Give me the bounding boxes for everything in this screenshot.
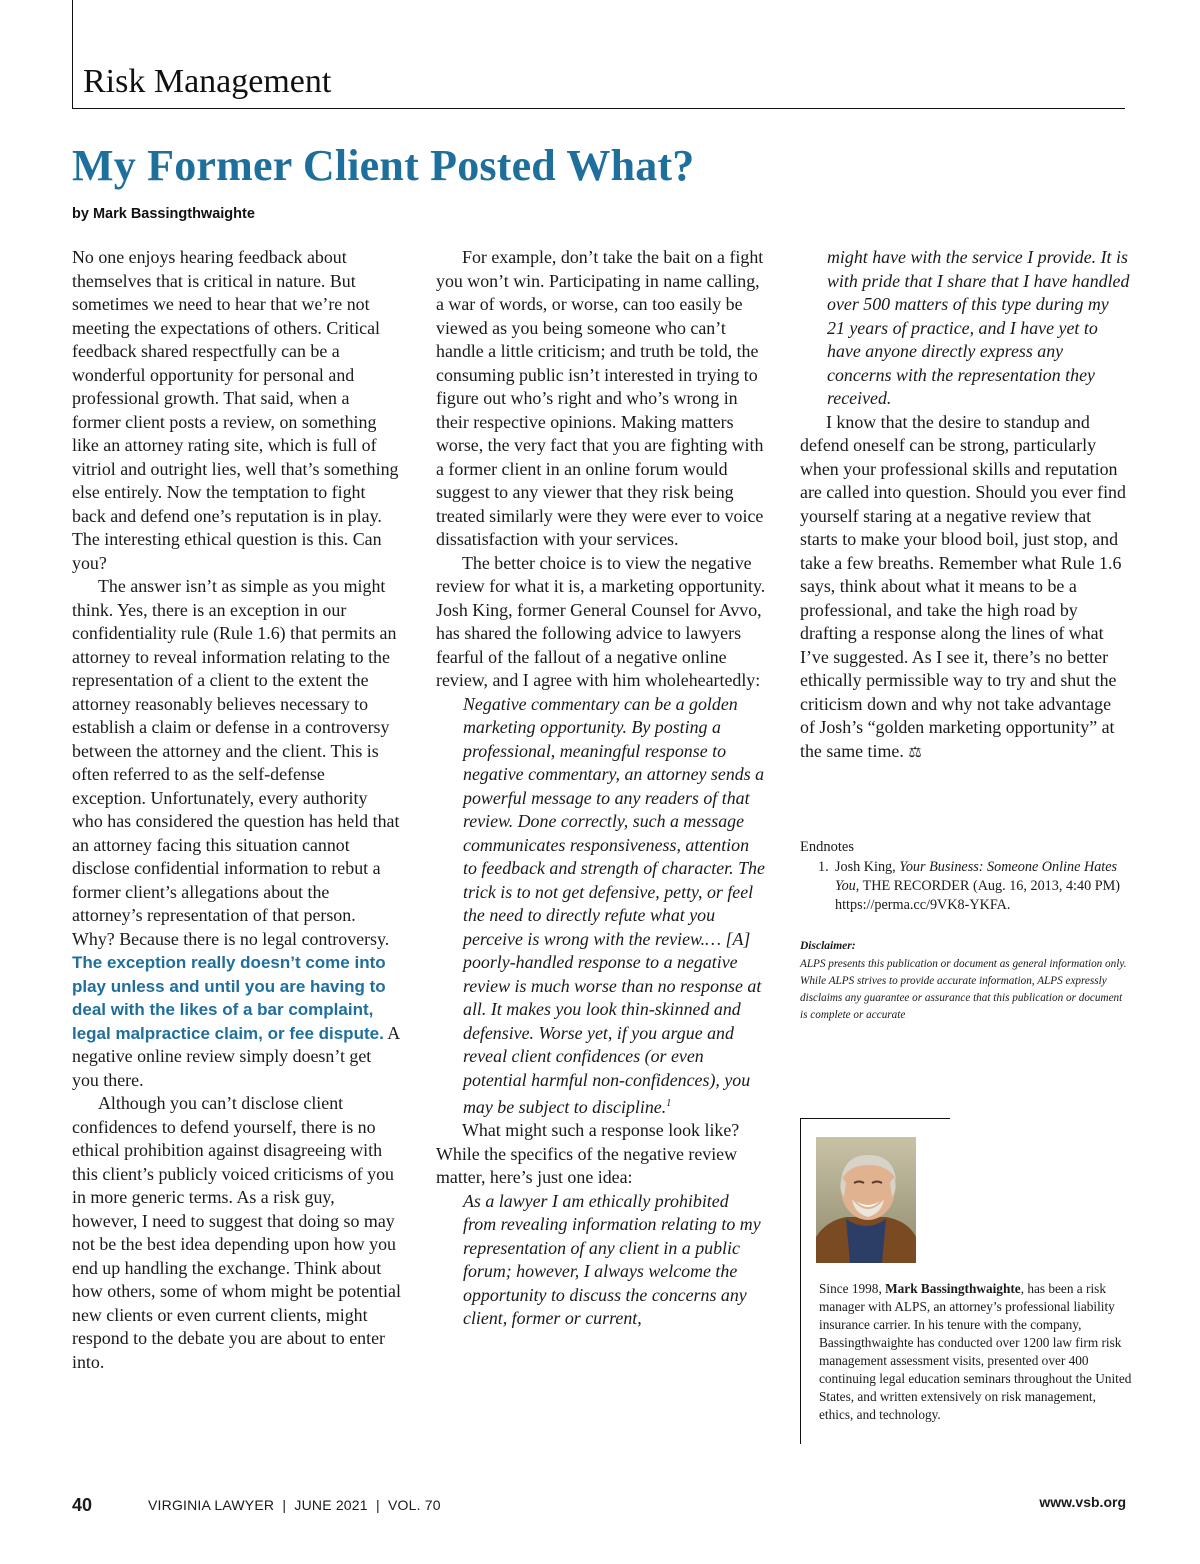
- website-link[interactable]: www.vsb.org: [1039, 1494, 1126, 1510]
- paragraph: No one enjoys hearing feedback about themselves that is critical in nature. But sometimes we need to hear that we’re not meeting the expectations of others. Critical feedback shared respectfully can be a wonderful opportunity for personal and professional growth. That said, when a former client posts a review, on something like an attorney rating site, which is full of vitriol and outright lies, well that’s something else entirely. Now the temptation to fight back and defend one’s reputation is in play. The interesting ethical question is this. Can you?: [72, 247, 399, 573]
- paragraph: The better choice is to view the negative review for what it is, a marketing opportunity. Josh King, former General Counsel for Avvo, has shared the following advice to lawyers fearful of the fallout of a negative online review, and I agree with him wholeheartedly:: [436, 552, 766, 690]
- endnote-article-title: Your Business: Someone Online Hates You: [835, 859, 1118, 894]
- section-rule-vertical: [72, 0, 73, 108]
- endnote-number: 1.: [818, 859, 829, 875]
- paragraph: Although you can’t disclose client confidences to defend yourself, there is no ethical prohibition against disagreeing with this client’s publicly voiced criticisms of you in more generic terms. As a risk guy, however, I need to suggest that doing so may not be the best idea depending upon how you end up handling the exchange. Think about how others, some of whom might be potential new clients or even current clients, might respond to the debate you are about to enter into.: [72, 1093, 401, 1372]
- author-portrait-icon: [816, 1137, 916, 1263]
- page-number: 40: [72, 1495, 93, 1515]
- bio-rule-vertical: [800, 1118, 801, 1444]
- footnote-ref[interactable]: 1: [666, 1098, 672, 1109]
- column-3: [800, 246, 1130, 765]
- block-quote-continued: might have with the service I provide. It is with pride that I share that I have handled over 500 matters of this type during my 21 years of practice, and I have yet to have anyone directly express any concerns with the representation they received.: [827, 247, 1130, 408]
- column-2: [436, 246, 766, 1331]
- paragraph-text: A negative online review simply doesn’t get you there.: [72, 1022, 400, 1090]
- paragraph: What might such a response look like? While the specifics of the negative review matter, here’s just one idea:: [436, 1120, 740, 1188]
- byline: by Mark Bassingthwaighte: [72, 206, 255, 222]
- paragraph: [800, 411, 1130, 766]
- article-title: My Former Client Posted What?: [72, 141, 695, 190]
- section-rule-horizontal: [72, 108, 1125, 109]
- author-name: Mark Bassingthwaighte: [885, 1281, 1021, 1296]
- pull-quote-highlight: The exception really doesn’t come into play unless and until you are having to deal with the likes of a bar complaint, legal malpractice claim, or fee dispute.: [72, 953, 386, 1043]
- bio-text: , has been a risk manager with ALPS, an attorney’s professional liability insurance carrier. In his tenure with the company, Bassingthwaighte has conducted over 1200 law firm risk management assessment visits, presented over 400 continuing legal education seminars throughout the United States, and written extensively on risk management, ethics, and technology.: [819, 1281, 1132, 1422]
- bio-rule-horizontal: [800, 1118, 950, 1119]
- disclaimer-text: ALPS presents this publication or document as general information only. While ALPS strives to provide accurate information, ALPS expressly disclaims any guarantee or assurance that this publication or document is complete or accurate: [800, 958, 1127, 1021]
- author-photo: [816, 1137, 916, 1263]
- disclaimer-label: Disclaimer:: [800, 940, 856, 952]
- paragraph: For example, don’t take the bait on a fight you won’t win. Participating in name calling, a war of words, or worse, can too easily be viewed as you being someone who can’t handle a little criticism; and truth be told, the consuming public isn’t interested in trying to figure out who’s right and who’s wrong in their respective opinions. Making matters worse, the very fact that you are fighting with a former client in an online forum would suggest to any viewer that they risk being treated similarly were they were ever to voice dissatisfaction with your services.: [436, 247, 764, 549]
- block-quote: [463, 693, 766, 1120]
- endnotes-heading: Endnotes: [800, 839, 854, 855]
- quote-text: Negative commentary can be a golden marketing opportunity. By posting a professional, meaningful response to negative commentary, an attorney sends a powerful message to any readers of that review. Done correctly, such a message communicates responsiveness, attention to feedback and strength of character. The trick is to not get defensive, petty, or feel the need to directly refute what you perceive is wrong with the review.… [A] poorly-handled response to a negative review is much worse than no response at all. It makes you look thin-skinned and defensive. Worse yet, if you argue and reveal client confidences (or even potential harmful non-confidences), you may be subject to discipline.: [463, 693, 765, 1117]
- endnote-text: [835, 858, 1133, 915]
- section-label: Risk Management: [83, 63, 332, 100]
- paragraph: [72, 575, 402, 1092]
- block-quote: As a lawyer I am ethically prohibited from revealing information relating to my representation of any client in a public forum; however, I always welcome the opportunity to discuss the concerns any client, former or current,: [463, 1190, 761, 1329]
- paragraph-text: I know that the desire to standup and defend oneself can be strong, particularly when your professional skills and reputation are called into question. Should you ever find yourself staring at a negative review that starts to make your blood boil, just stop, and take a few breaths. Remember what Rule 1.6 says, think about what it means to be a professional, and take the high road by drafting a response along the lines of what I’ve suggested. As I see it, there’s no better ethically permissible way to try and shut the criticism down and why not take advantage of Josh’s “golden marketing opportunity” at the same time.: [800, 411, 1126, 761]
- column-1: [72, 246, 402, 1374]
- publication-info: VIRGINIA LAWYER | JUNE 2021 | VOL. 70: [148, 1497, 441, 1513]
- scales-end-icon: ⚖: [908, 744, 922, 761]
- paragraph-text: The answer isn’t as simple as you might think. Yes, there is an exception in our confidentiality rule (Rule 1.6) that permits an attorney to reveal information relating to the representation of a client to the extent the attorney reasonably believes necessary to establish a claim or defense in a controversy between the attorney and the client. This is often referred to as the self-defense exception. Unfortunately, every authority who has considered the question has held that an attorney facing this situation cannot disclose confidential information to rebut a former client’s allegations about the attorney’s representation of that person. Why? Because there is no legal controversy.: [72, 576, 400, 949]
- endnote-item: [818, 858, 1133, 915]
- author-bio: [819, 1280, 1133, 1424]
- endnote-author: Josh King,: [835, 859, 900, 875]
- bio-text: Since 1998,: [819, 1281, 886, 1296]
- endnote-source[interactable]: , THE RECORDER (Aug. 16, 2013, 4:40 PM) https://perma.cc/9VK8-YKFA.: [835, 878, 1120, 913]
